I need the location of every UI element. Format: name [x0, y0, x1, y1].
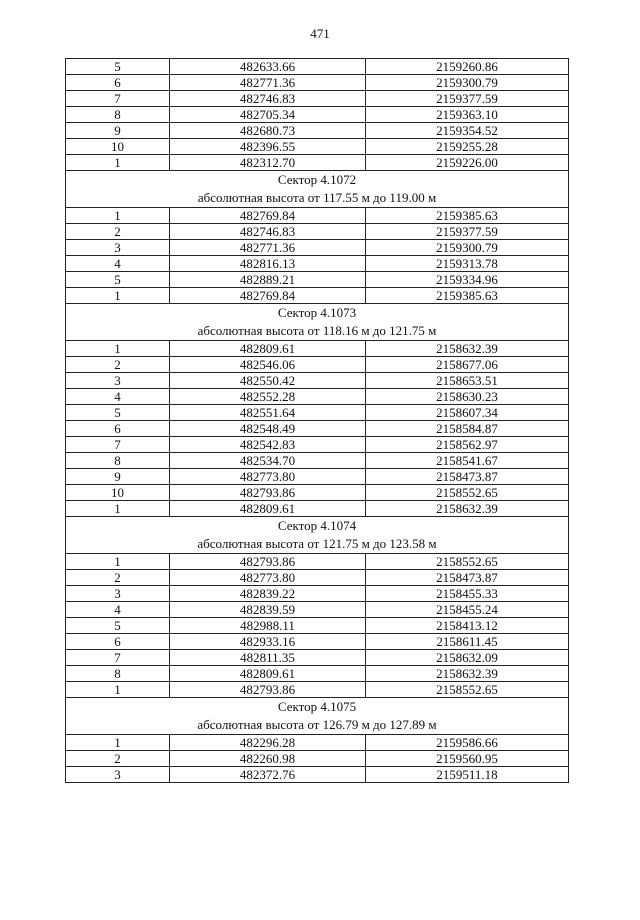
x-coordinate-cell: 482933.16 — [170, 634, 366, 650]
table-row — [66, 107, 569, 123]
x-coordinate-cell: 482312.70 — [170, 155, 366, 171]
y-coordinate-cell: 2159586.66 — [366, 735, 569, 751]
point-number-cell: 7 — [66, 437, 170, 453]
sector-header — [66, 171, 569, 208]
y-coordinate-cell: 2159334.96 — [366, 272, 569, 288]
x-coordinate-cell: 482260.98 — [170, 751, 366, 767]
sector-title: Сектор 4.1072 — [277, 172, 357, 187]
x-coordinate-cell: 482809.61 — [170, 341, 366, 357]
table-row — [66, 485, 569, 501]
point-number-cell: 4 — [66, 602, 170, 618]
sector-header-row — [66, 517, 569, 554]
table-row — [66, 453, 569, 469]
x-coordinate-cell: 482705.34 — [170, 107, 366, 123]
point-number-cell: 5 — [66, 272, 170, 288]
y-coordinate-cell: 2159260.86 — [366, 59, 569, 75]
table-row — [66, 618, 569, 634]
point-number-cell: 5 — [66, 618, 170, 634]
point-number-cell: 2 — [66, 570, 170, 586]
sector-header — [66, 304, 569, 341]
y-coordinate-cell: 2158413.12 — [366, 618, 569, 634]
y-coordinate-cell: 2158562.97 — [366, 437, 569, 453]
x-coordinate-cell: 482551.64 — [170, 405, 366, 421]
x-coordinate-cell: 482889.21 — [170, 272, 366, 288]
x-coordinate-cell: 482552.28 — [170, 389, 366, 405]
x-coordinate-cell: 482534.70 — [170, 453, 366, 469]
table-row — [66, 357, 569, 373]
point-number-cell: 9 — [66, 123, 170, 139]
y-coordinate-cell: 2159560.95 — [366, 751, 569, 767]
x-coordinate-cell: 482769.84 — [170, 288, 366, 304]
page-number: 471 — [310, 26, 330, 41]
y-coordinate-cell: 2158584.87 — [366, 421, 569, 437]
table-row — [66, 570, 569, 586]
table-row — [66, 501, 569, 517]
sector-header-row — [66, 171, 569, 208]
point-number-cell: 4 — [66, 389, 170, 405]
table-row — [66, 341, 569, 357]
point-number-cell: 8 — [66, 107, 170, 123]
table-row — [66, 469, 569, 485]
point-number-cell: 1 — [66, 501, 170, 517]
table-row — [66, 554, 569, 570]
x-coordinate-cell: 482839.59 — [170, 602, 366, 618]
x-coordinate-cell: 482793.86 — [170, 485, 366, 501]
table-row — [66, 437, 569, 453]
point-number-cell: 5 — [66, 405, 170, 421]
x-coordinate-cell: 482816.13 — [170, 256, 366, 272]
point-number-cell: 2 — [66, 357, 170, 373]
y-coordinate-cell: 2158541.67 — [366, 453, 569, 469]
y-coordinate-cell: 2159377.59 — [366, 91, 569, 107]
table-row — [66, 288, 569, 304]
x-coordinate-cell: 482396.55 — [170, 139, 366, 155]
x-coordinate-cell: 482771.36 — [170, 240, 366, 256]
sector-title: Сектор 4.1075 — [277, 699, 357, 714]
x-coordinate-cell: 482988.11 — [170, 618, 366, 634]
table-row — [66, 405, 569, 421]
sector-title: Сектор 4.1073 — [277, 305, 357, 320]
point-number-cell: 2 — [66, 224, 170, 240]
point-number-cell: 8 — [66, 666, 170, 682]
point-number-cell: 3 — [66, 586, 170, 602]
y-coordinate-cell: 2158607.34 — [366, 405, 569, 421]
table-row — [66, 389, 569, 405]
y-coordinate-cell: 2158632.39 — [366, 501, 569, 517]
x-coordinate-cell: 482793.86 — [170, 554, 366, 570]
y-coordinate-cell: 2159300.79 — [366, 240, 569, 256]
point-number-cell: 3 — [66, 373, 170, 389]
y-coordinate-cell: 2159255.28 — [366, 139, 569, 155]
point-number-cell: 6 — [66, 634, 170, 650]
y-coordinate-cell: 2158632.39 — [366, 666, 569, 682]
x-coordinate-cell: 482633.66 — [170, 59, 366, 75]
table-row — [66, 59, 569, 75]
point-number-cell: 9 — [66, 469, 170, 485]
x-coordinate-cell: 482372.76 — [170, 767, 366, 783]
x-coordinate-cell: 482811.35 — [170, 650, 366, 666]
x-coordinate-cell: 482771.36 — [170, 75, 366, 91]
y-coordinate-cell: 2159377.59 — [366, 224, 569, 240]
table-row — [66, 224, 569, 240]
y-coordinate-cell: 2158611.45 — [366, 634, 569, 650]
point-number-cell: 1 — [66, 208, 170, 224]
point-number-cell: 10 — [66, 485, 170, 501]
x-coordinate-cell: 482793.86 — [170, 682, 366, 698]
table-row — [66, 155, 569, 171]
table-row — [66, 421, 569, 437]
x-coordinate-cell: 482542.83 — [170, 437, 366, 453]
sector-altitude: абсолютная высота от 117.55 м до 119.00 м — [197, 190, 437, 205]
y-coordinate-cell: 2158552.65 — [366, 485, 569, 501]
point-number-cell: 7 — [66, 650, 170, 666]
point-number-cell: 1 — [66, 554, 170, 570]
coordinates-table-body — [66, 59, 569, 783]
sector-header-row — [66, 698, 569, 735]
y-coordinate-cell: 2158630.23 — [366, 389, 569, 405]
y-coordinate-cell: 2158455.24 — [366, 602, 569, 618]
point-number-cell: 1 — [66, 341, 170, 357]
sector-altitude: абсолютная высота от 126.79 м до 127.89 м — [197, 717, 437, 732]
point-number-cell: 1 — [66, 735, 170, 751]
point-number-cell: 5 — [66, 59, 170, 75]
table-row — [66, 240, 569, 256]
sector-header — [66, 517, 569, 554]
table-row — [66, 602, 569, 618]
point-number-cell: 3 — [66, 240, 170, 256]
sector-header — [66, 698, 569, 735]
table-row — [66, 735, 569, 751]
point-number-cell: 7 — [66, 91, 170, 107]
point-number-cell: 1 — [66, 682, 170, 698]
y-coordinate-cell: 2159511.18 — [366, 767, 569, 783]
y-coordinate-cell: 2159385.63 — [366, 208, 569, 224]
point-number-cell: 1 — [66, 288, 170, 304]
table-row — [66, 373, 569, 389]
y-coordinate-cell: 2158473.87 — [366, 570, 569, 586]
x-coordinate-cell: 482773.80 — [170, 469, 366, 485]
y-coordinate-cell: 2159363.10 — [366, 107, 569, 123]
table-row — [66, 586, 569, 602]
y-coordinate-cell: 2158653.51 — [366, 373, 569, 389]
x-coordinate-cell: 482839.22 — [170, 586, 366, 602]
x-coordinate-cell: 482296.28 — [170, 735, 366, 751]
coordinates-table — [65, 58, 569, 783]
sector-title: Сектор 4.1074 — [277, 518, 357, 533]
table-row — [66, 256, 569, 272]
y-coordinate-cell: 2158552.65 — [366, 682, 569, 698]
x-coordinate-cell: 482550.42 — [170, 373, 366, 389]
y-coordinate-cell: 2158473.87 — [366, 469, 569, 485]
x-coordinate-cell: 482680.73 — [170, 123, 366, 139]
point-number-cell: 4 — [66, 256, 170, 272]
x-coordinate-cell: 482769.84 — [170, 208, 366, 224]
y-coordinate-cell: 2158552.65 — [366, 554, 569, 570]
table-row — [66, 208, 569, 224]
y-coordinate-cell: 2159300.79 — [366, 75, 569, 91]
x-coordinate-cell: 482809.61 — [170, 666, 366, 682]
table-row — [66, 139, 569, 155]
y-coordinate-cell: 2159226.00 — [366, 155, 569, 171]
y-coordinate-cell: 2158455.33 — [366, 586, 569, 602]
x-coordinate-cell: 482548.49 — [170, 421, 366, 437]
x-coordinate-cell: 482809.61 — [170, 501, 366, 517]
table-row — [66, 682, 569, 698]
x-coordinate-cell: 482746.83 — [170, 91, 366, 107]
y-coordinate-cell: 2159385.63 — [366, 288, 569, 304]
x-coordinate-cell: 482773.80 — [170, 570, 366, 586]
point-number-cell: 8 — [66, 453, 170, 469]
point-number-cell: 1 — [66, 155, 170, 171]
point-number-cell: 2 — [66, 751, 170, 767]
y-coordinate-cell: 2158632.39 — [366, 341, 569, 357]
x-coordinate-cell: 482746.83 — [170, 224, 366, 240]
point-number-cell: 3 — [66, 767, 170, 783]
sector-altitude: абсолютная высота от 121.75 м до 123.58 м — [197, 536, 437, 551]
table-row — [66, 123, 569, 139]
point-number-cell: 6 — [66, 75, 170, 91]
y-coordinate-cell: 2159354.52 — [366, 123, 569, 139]
table-row — [66, 650, 569, 666]
table-row — [66, 666, 569, 682]
sector-header-row — [66, 304, 569, 341]
table-row — [66, 751, 569, 767]
y-coordinate-cell: 2158677.06 — [366, 357, 569, 373]
sector-altitude: абсолютная высота от 118.16 м до 121.75 м — [197, 323, 437, 338]
table-row — [66, 767, 569, 783]
table-row — [66, 75, 569, 91]
point-number-cell: 6 — [66, 421, 170, 437]
y-coordinate-cell: 2158632.09 — [366, 650, 569, 666]
point-number-cell: 10 — [66, 139, 170, 155]
table-row — [66, 634, 569, 650]
table-row — [66, 91, 569, 107]
x-coordinate-cell: 482546.06 — [170, 357, 366, 373]
y-coordinate-cell: 2159313.78 — [366, 256, 569, 272]
table-row — [66, 272, 569, 288]
